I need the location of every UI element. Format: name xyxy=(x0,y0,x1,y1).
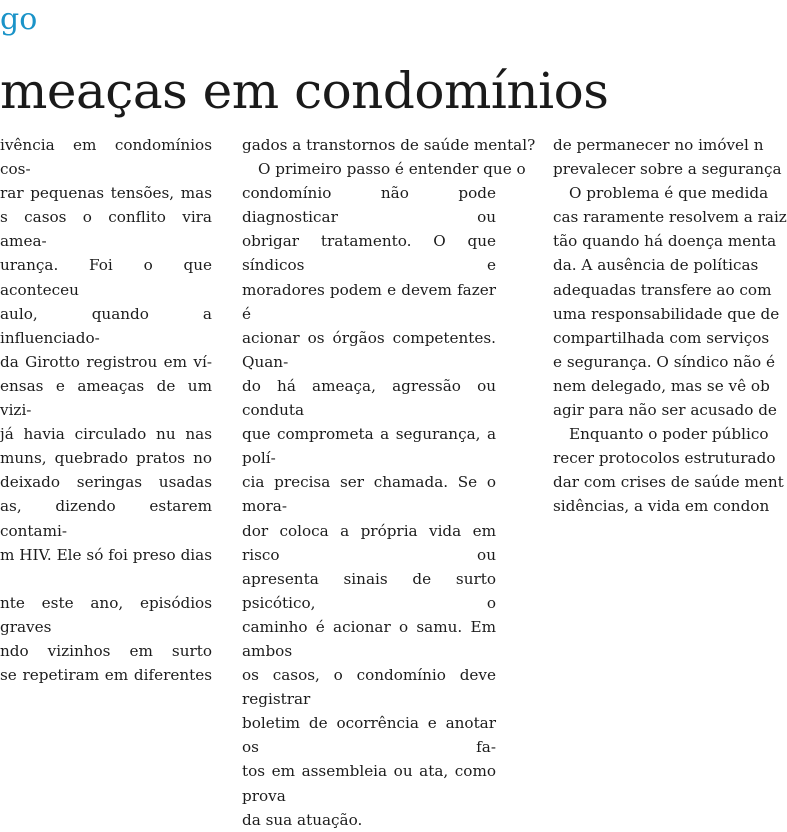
text-line: se repetiram em diferentes xyxy=(0,665,212,684)
text-line: da sua atuação. xyxy=(242,810,363,829)
text-line: caminho é acionar o samu. Em ambos xyxy=(242,617,496,660)
text-line: rar pequenas tensões, mas xyxy=(0,184,212,203)
text-line: muns, quebrado pratos no xyxy=(0,449,212,468)
text-line: da. A ausência de políticas xyxy=(553,256,759,275)
text-line: compartilhada com serviços xyxy=(553,328,770,347)
text-line: prevalecer sobre a segurança xyxy=(553,160,782,179)
text-line: tão quando há doença menta xyxy=(553,232,777,251)
article-headline: meaças em condomínios xyxy=(0,62,609,120)
text-line: os casos, o condomínio deve registrar xyxy=(242,666,496,709)
section-tag: go xyxy=(0,2,38,37)
text-line: tos em assembleia ou ata, como prova xyxy=(242,762,496,805)
text-line: nte este ano, episódios graves xyxy=(0,593,212,636)
text-line: acionar os órgãos competentes. Quan- xyxy=(242,328,496,371)
text-line: da Girotto registrou em ví- xyxy=(0,352,212,371)
text-line: cia precisa ser chamada. Se o mora- xyxy=(242,473,496,516)
text-line: urança. Foi o que aconteceu xyxy=(0,256,212,299)
text-line: condomínio não pode diagnosticar ou xyxy=(242,184,496,227)
text-line: moradores podem e devem fazer é xyxy=(242,280,496,323)
text-line: e segurança. O síndico não é xyxy=(553,352,775,371)
text-line: dar com crises de saúde ment xyxy=(553,473,784,492)
text-line: cas raramente resolvem a raiz xyxy=(553,208,787,227)
text-line: agir para não ser acusado de xyxy=(553,401,777,420)
text-line: uma responsabilidade que de xyxy=(553,304,780,323)
text-line xyxy=(0,567,212,591)
text-line: que comprometa a segurança, a polí- xyxy=(242,425,496,468)
text-line: as, dizendo estarem contami- xyxy=(0,497,212,540)
text-line: adequadas transfere ao com xyxy=(553,280,772,299)
article-column-1 xyxy=(0,133,212,687)
text-line: deixado seringas usadas xyxy=(0,473,212,492)
text-line: Enquanto o poder público xyxy=(569,425,769,444)
text-line: apresenta sinais de surto psicótico, o xyxy=(242,569,496,612)
text-line: de permanecer no imóvel n xyxy=(553,136,764,154)
text-line: do há ameaça, agressão ou conduta xyxy=(242,376,496,420)
text-line: nem delegado, mas se vê ob xyxy=(553,376,770,395)
text-line: dor coloca a própria vida em risco ou xyxy=(242,521,496,564)
text-line: recer protocolos estruturado xyxy=(553,449,776,468)
text-line: boletim de ocorrência e anotar os fa- xyxy=(242,714,496,757)
article-column-3 xyxy=(553,133,787,519)
text-line: ndo vizinhos em surto xyxy=(0,641,212,660)
text-line: O primeiro passo é entender que o xyxy=(258,160,526,179)
text-line: aulo, quando a influenciado- xyxy=(0,304,212,347)
article-column-2 xyxy=(242,133,536,832)
text-line: ivência em condomínios cos- xyxy=(0,136,212,179)
text-line: obrigar tratamento. O que síndicos e xyxy=(242,232,496,275)
text-line: já havia circulado nu nas xyxy=(0,425,212,444)
text-line: s casos o conflito vira amea- xyxy=(0,208,212,251)
text-line: ensas e ameaças de um vizi- xyxy=(0,376,212,420)
text-line: m HIV. Ele só foi preso dias xyxy=(0,545,212,564)
text-line: sidências, a vida em condon xyxy=(553,497,770,516)
text-line: gados a transtornos de saúde mental? xyxy=(242,136,536,154)
text-line: O problema é que medida xyxy=(569,184,769,203)
